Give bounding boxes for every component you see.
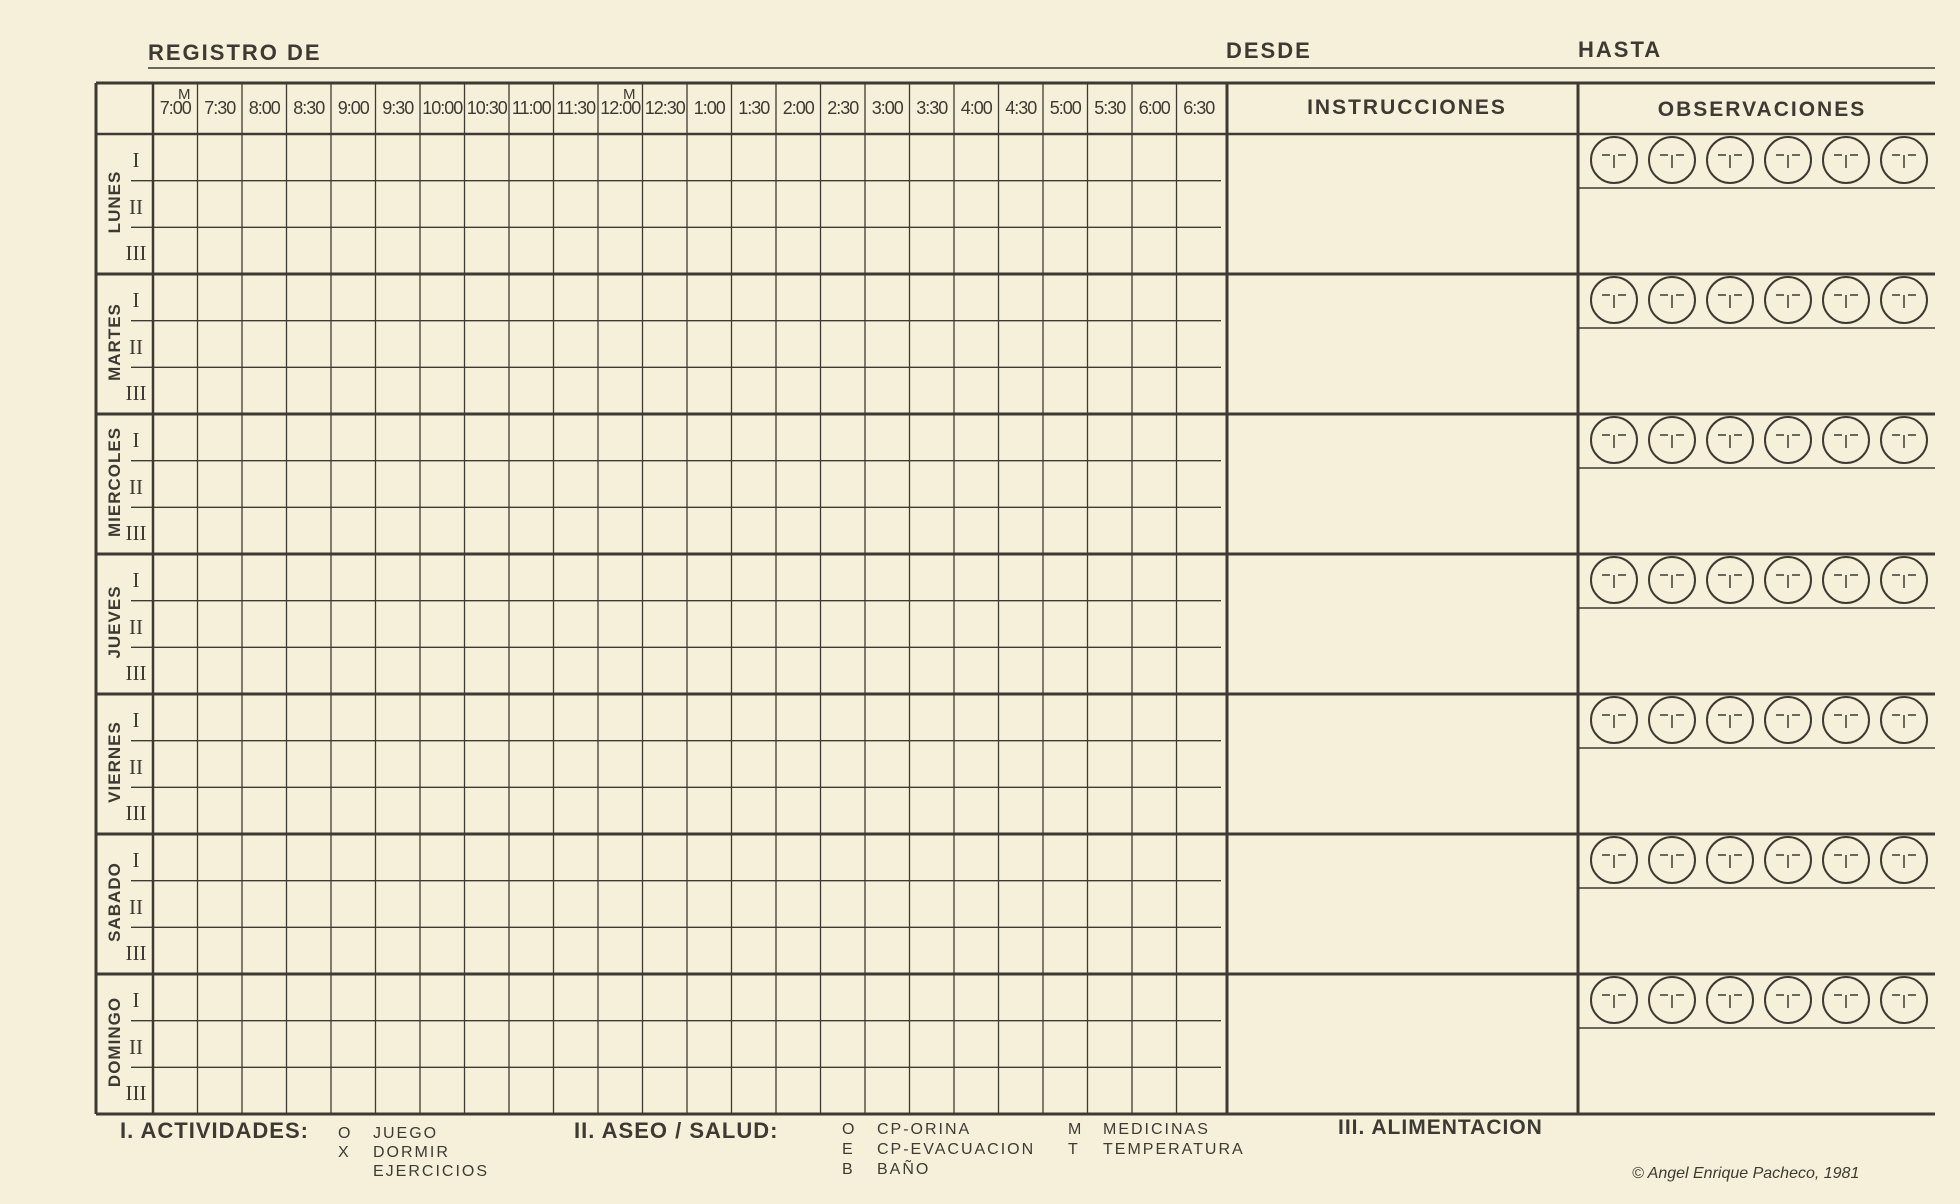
legend-label: JUEGO xyxy=(373,1125,439,1142)
sub-row-label: II xyxy=(129,614,143,639)
time-slot-label: 8:30 xyxy=(293,98,325,118)
face-icon[interactable] xyxy=(1881,837,1927,883)
face-icon[interactable] xyxy=(1823,697,1869,743)
time-slot-label: 8:00 xyxy=(248,98,280,118)
day-label: VIERNES xyxy=(105,721,124,803)
day-label: SABADO xyxy=(105,862,124,942)
sub-row-label: III xyxy=(125,1081,147,1106)
registro-label: REGISTRO DE xyxy=(148,40,322,65)
time-slot-label: 9:00 xyxy=(337,98,369,118)
sub-row-label: II xyxy=(129,194,143,219)
face-icon[interactable] xyxy=(1707,697,1753,743)
time-slot-label: 6:00 xyxy=(1138,98,1170,118)
sub-row-label: I xyxy=(132,148,140,172)
face-icon[interactable] xyxy=(1707,417,1753,463)
legend-actividades-title: I. ACTIVIDADES: xyxy=(120,1118,309,1143)
face-icon[interactable] xyxy=(1823,417,1869,463)
sub-row-label: I xyxy=(132,288,140,312)
time-slot-label: 4:30 xyxy=(1005,98,1037,118)
face-icon[interactable] xyxy=(1823,557,1869,603)
time-slot-label: 3:00 xyxy=(871,98,903,118)
sub-row-label: III xyxy=(125,801,147,826)
face-icon[interactable] xyxy=(1823,137,1869,183)
legend-label: DORMIR xyxy=(373,1144,450,1161)
face-icon[interactable] xyxy=(1881,277,1927,323)
sub-row-label: II xyxy=(129,754,143,779)
sub-row-label: II xyxy=(129,894,143,919)
time-slot-label: 7:00 xyxy=(159,98,191,118)
observaciones-header: OBSERVACIONES xyxy=(1657,98,1867,121)
face-icon[interactable] xyxy=(1823,277,1869,323)
time-slot-label: 10:30 xyxy=(466,98,507,118)
face-icon[interactable] xyxy=(1765,697,1811,743)
hasta-label: HASTA xyxy=(1578,37,1663,62)
face-icon[interactable] xyxy=(1765,137,1811,183)
face-icon[interactable] xyxy=(1707,137,1753,183)
face-icon[interactable] xyxy=(1591,137,1637,183)
legend-code: O xyxy=(338,1125,353,1142)
face-icon[interactable] xyxy=(1649,557,1695,603)
meridian-mark: M xyxy=(178,86,191,103)
face-icon[interactable] xyxy=(1649,697,1695,743)
face-icon[interactable] xyxy=(1649,137,1695,183)
legend-label: EJERCICIOS xyxy=(373,1163,490,1180)
legend-code: M xyxy=(1068,1121,1084,1138)
face-icon[interactable] xyxy=(1765,417,1811,463)
sub-row-label: II xyxy=(129,1034,143,1059)
time-slot-label: 1:30 xyxy=(738,98,770,118)
time-slot-label: 5:00 xyxy=(1049,98,1081,118)
day-label: DOMINGO xyxy=(105,996,124,1088)
sub-row-label: I xyxy=(132,428,140,452)
face-icon[interactable] xyxy=(1649,277,1695,323)
time-slot-label: 2:00 xyxy=(782,98,814,118)
time-slot-label: 12:30 xyxy=(644,98,685,118)
face-icon[interactable] xyxy=(1707,977,1753,1023)
legend-code: T xyxy=(1068,1141,1080,1158)
time-slot-label: 5:30 xyxy=(1094,98,1126,118)
sub-row-label: I xyxy=(132,848,140,872)
face-icon[interactable] xyxy=(1591,557,1637,603)
day-label: MARTES xyxy=(105,303,124,381)
face-icon[interactable] xyxy=(1881,137,1927,183)
face-icon[interactable] xyxy=(1649,977,1695,1023)
legend-code: X xyxy=(338,1144,351,1161)
sub-row-label: I xyxy=(132,568,140,592)
instrucciones-header: INSTRUCCIONES xyxy=(1307,96,1507,119)
time-slot-label: 1:00 xyxy=(693,98,725,118)
face-icon[interactable] xyxy=(1881,977,1927,1023)
legend-code: O xyxy=(842,1121,857,1138)
face-icon[interactable] xyxy=(1881,557,1927,603)
sub-row-label: II xyxy=(129,474,143,499)
legend-code: E xyxy=(842,1141,855,1158)
sub-row-label: III xyxy=(125,521,147,546)
face-icon[interactable] xyxy=(1649,837,1695,883)
sub-row-label: I xyxy=(132,988,140,1012)
face-icon[interactable] xyxy=(1591,277,1637,323)
face-icon[interactable] xyxy=(1707,277,1753,323)
face-icon[interactable] xyxy=(1881,697,1927,743)
legend-label: TEMPERATURA xyxy=(1103,1141,1245,1158)
sub-row-label: III xyxy=(125,941,147,966)
sub-row-label: I xyxy=(132,708,140,732)
legend-aseo-title: II. ASEO / SALUD: xyxy=(574,1118,779,1143)
sub-row-label: II xyxy=(129,334,143,359)
time-slot-label: 9:30 xyxy=(382,98,414,118)
day-label: LUNES xyxy=(105,170,124,234)
time-slot-label: 10:00 xyxy=(422,98,463,118)
face-icon[interactable] xyxy=(1707,837,1753,883)
legend-label: BAÑO xyxy=(877,1161,931,1178)
sub-row-label: III xyxy=(125,241,147,266)
face-icon[interactable] xyxy=(1707,557,1753,603)
day-label: MIERCOLES xyxy=(105,426,124,538)
time-slot-label: 4:00 xyxy=(960,98,992,118)
time-slot-label: 2:30 xyxy=(827,98,859,118)
face-icon[interactable] xyxy=(1591,977,1637,1023)
day-label: JUEVES xyxy=(105,585,124,659)
face-icon[interactable] xyxy=(1591,697,1637,743)
face-icon[interactable] xyxy=(1591,417,1637,463)
legend-alimentacion-title: III. ALIMENTACION xyxy=(1338,1116,1543,1139)
meridian-mark: M xyxy=(623,86,636,103)
legend-label: CP-EVACUACION xyxy=(877,1141,1036,1158)
sub-row-label: III xyxy=(125,661,147,686)
face-icon[interactable] xyxy=(1591,837,1637,883)
desde-label: DESDE xyxy=(1226,38,1312,63)
time-slot-label: 6:30 xyxy=(1183,98,1215,118)
face-icon[interactable] xyxy=(1765,977,1811,1023)
legend-label: CP-ORINA xyxy=(877,1121,972,1138)
face-icon[interactable] xyxy=(1649,417,1695,463)
time-slot-label: 11:30 xyxy=(556,98,596,118)
time-slot-label: 7:30 xyxy=(204,98,236,118)
face-icon[interactable] xyxy=(1765,277,1811,323)
face-icon[interactable] xyxy=(1823,837,1869,883)
face-icon[interactable] xyxy=(1881,417,1927,463)
legend-code: B xyxy=(842,1161,855,1178)
face-icon[interactable] xyxy=(1765,557,1811,603)
sub-row-label: III xyxy=(125,381,147,406)
face-icon[interactable] xyxy=(1823,977,1869,1023)
copyright-note: © Angel Enrique Pacheco, 1981 xyxy=(1632,1165,1860,1182)
time-slot-label: 3:30 xyxy=(916,98,948,118)
legend-label: MEDICINAS xyxy=(1103,1121,1210,1138)
time-slot-label: 11:00 xyxy=(511,98,551,118)
face-icon[interactable] xyxy=(1765,837,1811,883)
time-slot-label: 12:00 xyxy=(600,98,641,118)
